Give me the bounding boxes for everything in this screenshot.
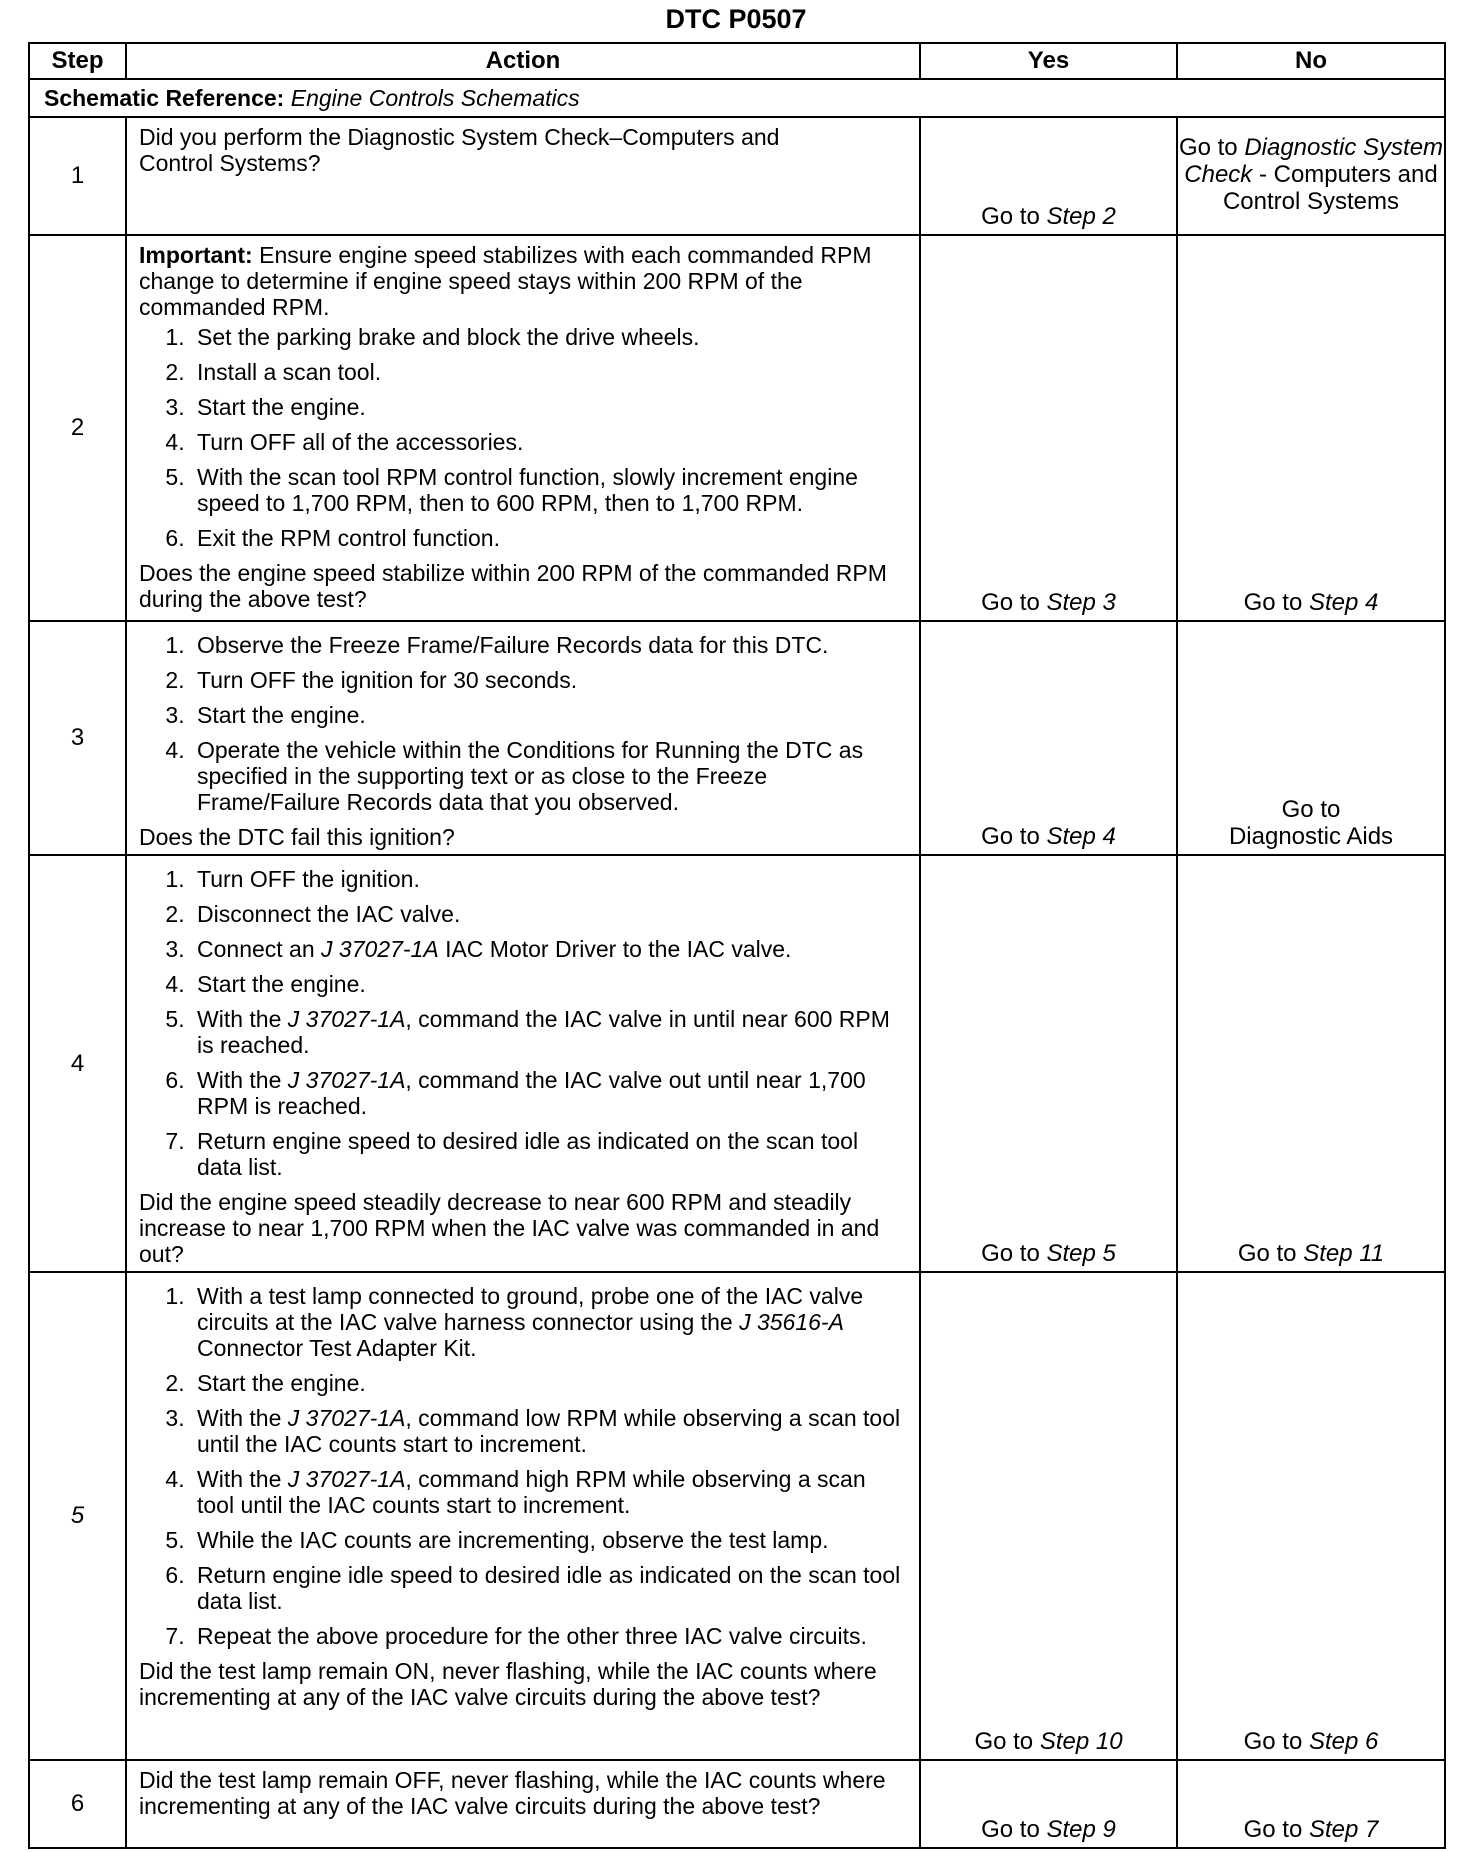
list-item: 4. Operate the vehicle within the Conditions for Running the DTC as specified in the supporting text or as close to the Freeze Frame/Failure Records data that you observed.	[191, 737, 909, 815]
no-cell: Go to Diagnostic Aids	[1177, 621, 1445, 855]
question-text: Did the test lamp remain ON, never flashing, while the IAC counts where incrementing at any of the IAC valve circuits during the above test?	[139, 1658, 877, 1710]
step-number: 2	[29, 235, 126, 621]
header-yes: Yes	[920, 43, 1177, 79]
procedure-list	[139, 1283, 909, 1649]
yes-cell: Go to Step 10	[920, 1272, 1177, 1760]
procedure-list	[139, 632, 909, 815]
list-item: 5. While the IAC counts are incrementing, observe the test lamp.	[191, 1527, 909, 1553]
table-row-step-4	[29, 855, 1445, 1272]
no-cell: Go to Step 4	[1177, 235, 1445, 621]
no-cell: Go to Step 11	[1177, 855, 1445, 1272]
diagnostic-table	[28, 42, 1446, 1849]
action-cell	[126, 1272, 920, 1760]
table-row-step-6	[29, 1760, 1445, 1848]
question-text: Did the test lamp remain OFF, never flashing, while the IAC counts where incrementing at any of the IAC valve circuits during the above test?	[139, 1767, 886, 1819]
list-item: 7. Return engine speed to desired idle as indicated on the scan tool data list.	[191, 1128, 909, 1180]
table-row-step-3	[29, 621, 1445, 855]
table-row-step-5	[29, 1272, 1445, 1760]
list-item: 6. Return engine idle speed to desired idle as indicated on the scan tool data list.	[191, 1562, 909, 1614]
list-item: 4. With the J 37027-1A, command high RPM while observing a scan tool until the IAC counts start to increment.	[191, 1466, 909, 1518]
list-item: 2. Install a scan tool.	[191, 359, 909, 385]
list-item: 5. With the J 37027-1A, command the IAC valve in until near 600 RPM is reached.	[191, 1006, 909, 1058]
procedure-list	[139, 866, 909, 1180]
list-item: 1. Turn OFF the ignition.	[191, 866, 909, 892]
schematic-row	[29, 79, 1445, 117]
no-cell: Go to Step 6	[1177, 1272, 1445, 1760]
question-text: Did the engine speed steadily decrease to near 600 RPM and steadily increase to near 1,700 RPM when the IAC valve was commanded in and out?	[139, 1189, 880, 1267]
question-text: Does the DTC fail this ignition?	[139, 824, 455, 850]
list-item: 3. Start the engine.	[191, 702, 909, 728]
no-cell: Go to Step 7	[1177, 1760, 1445, 1848]
yes-cell: Go to Step 5	[920, 855, 1177, 1272]
yes-cell: Go to Step 4	[920, 621, 1177, 855]
list-item: 6. With the J 37027-1A, command the IAC valve out until near 1,700 RPM is reached.	[191, 1067, 909, 1119]
yes-cell: Go to Step 2	[920, 117, 1177, 235]
list-item: 5. With the scan tool RPM control function, slowly increment engine speed to 1,700 RPM, then to 600 RPM, then to 1,700 RPM.	[191, 464, 909, 516]
list-item: 2. Start the engine.	[191, 1370, 909, 1396]
list-item: 1. Observe the Freeze Frame/Failure Records data for this DTC.	[191, 632, 909, 658]
header-action: Action	[126, 43, 920, 79]
list-item: 3. Connect an J 37027-1A IAC Motor Driver to the IAC valve.	[191, 936, 909, 962]
action-cell	[126, 117, 920, 235]
schematic-reference: Schematic Reference: Engine Controls Schematics	[29, 79, 1445, 117]
action-cell	[126, 855, 920, 1272]
list-item: 1. With a test lamp connected to ground, probe one of the IAC valve circuits at the IAC valve harness connector using the J 35616-A Connector Test Adapter Kit.	[191, 1283, 909, 1361]
list-item: 3. With the J 37027-1A, command low RPM while observing a scan tool until the IAC counts start to increment.	[191, 1405, 909, 1457]
action-cell	[126, 621, 920, 855]
step-number: 4	[29, 855, 126, 1272]
important-note: Important: Ensure engine speed stabilizes with each commanded RPM change to determine if engine speed stays within 200 RPM of the commanded RPM.	[139, 242, 872, 320]
action-cell	[126, 1760, 920, 1848]
procedure-list	[139, 324, 909, 551]
no-cell: Go to Diagnostic System Check - Computers and Control Systems	[1177, 117, 1445, 235]
header-row	[29, 43, 1445, 79]
list-item: 4. Start the engine.	[191, 971, 909, 997]
header-step: Step	[29, 43, 126, 79]
action-cell	[126, 235, 920, 621]
step-number: 5	[29, 1272, 126, 1760]
page-title: DTC P0507	[665, 4, 807, 34]
list-item: 2. Turn OFF the ignition for 30 seconds.	[191, 667, 909, 693]
list-item: 2. Disconnect the IAC valve.	[191, 901, 909, 927]
table-row-step-1	[29, 117, 1445, 235]
step-number: 1	[29, 117, 126, 235]
list-item: 4. Turn OFF all of the accessories.	[191, 429, 909, 455]
step-number: 6	[29, 1760, 126, 1848]
step-number: 3	[29, 621, 126, 855]
list-item: 3. Start the engine.	[191, 394, 909, 420]
yes-cell: Go to Step 3	[920, 235, 1177, 621]
question-text: Does the engine speed stabilize within 200 RPM of the commanded RPM during the above test?	[139, 560, 887, 612]
list-item: 1. Set the parking brake and block the drive wheels.	[191, 324, 909, 350]
question-text: Did you perform the Diagnostic System Check–Computers and Control Systems?	[139, 124, 780, 176]
yes-cell: Go to Step 9	[920, 1760, 1177, 1848]
table-row-step-2	[29, 235, 1445, 621]
list-item: 7. Repeat the above procedure for the other three IAC valve circuits.	[191, 1623, 909, 1649]
header-no: No	[1177, 43, 1445, 79]
list-item: 6. Exit the RPM control function.	[191, 525, 909, 551]
